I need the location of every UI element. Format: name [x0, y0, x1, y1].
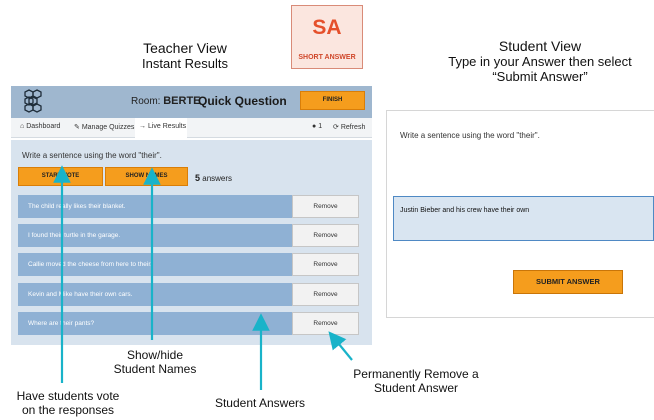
- annotation-remove-line2: Student Answer: [373, 381, 459, 395]
- answer-count-suffix: answers: [202, 174, 233, 183]
- student-view-instruction-1: Type in your Answer then select: [448, 54, 632, 69]
- home-icon: ⌂: [20, 123, 25, 130]
- badge-code: SA: [312, 16, 342, 39]
- student-view-instruction-2: “Submit Answer”: [492, 69, 588, 84]
- remove-button[interactable]: Remove: [292, 195, 359, 218]
- annotation-remove: [336, 367, 496, 395]
- tab-manage-quizzes-label: Manage Quizzes: [81, 124, 135, 131]
- badge-label: SHORT ANSWER: [298, 54, 356, 61]
- remove-button[interactable]: Remove: [292, 224, 359, 247]
- teacher-view-subtitle: Instant Results: [142, 56, 228, 71]
- remove-button[interactable]: Remove: [292, 283, 359, 306]
- refresh-label: Refresh: [340, 124, 366, 131]
- answer-text: Callie moved the cheese from here to their.: [28, 261, 152, 268]
- refresh-icon: ⟳: [333, 124, 339, 131]
- finish-button[interactable]: FINISH: [300, 91, 365, 110]
- connected-users-count: 1: [318, 123, 323, 130]
- room-code: BERTE: [163, 95, 201, 107]
- annotation-vote-line1: Have students vote: [16, 389, 120, 403]
- remove-button[interactable]: Remove: [292, 312, 359, 335]
- remove-arrow: [334, 338, 352, 360]
- annotation-vote-line2: on the responses: [21, 403, 115, 417]
- answer-text: The child really likes their blanket.: [28, 203, 126, 210]
- student-question-prompt: Write a sentence using the word "their".: [400, 131, 540, 140]
- annotation-show-names-line2: Student Names: [113, 362, 197, 376]
- teacher-view-title: Teacher View: [143, 40, 227, 56]
- tab-live-results-label: Live Results: [147, 123, 187, 130]
- quiz-title: Quick Question: [198, 94, 287, 108]
- room-label: Room:: [131, 96, 161, 107]
- answer-text: I found their turtle in the garage.: [28, 232, 121, 239]
- annotation-vote: [3, 389, 133, 417]
- tab-dashboard-label: Dashboard: [26, 123, 61, 130]
- student-view-title: Student View: [498, 38, 582, 54]
- annotation-student-answers: Student Answers: [214, 396, 306, 410]
- answer-count-number: 5: [195, 173, 201, 183]
- remove-button[interactable]: Remove: [292, 253, 359, 276]
- annotation-remove-line1: Permanently Remove a: [353, 367, 479, 381]
- users-icon: ●: [312, 123, 317, 130]
- arrow-right-icon: →: [139, 123, 146, 130]
- show-names-button[interactable]: SHOW NAMES: [105, 167, 188, 186]
- start-vote-button[interactable]: START VOTE: [18, 167, 103, 186]
- wrench-icon: ✎: [74, 124, 80, 131]
- annotation-show-names: [95, 348, 215, 376]
- annotation-show-names-line1: Show/hide: [126, 348, 184, 362]
- answer-text: Where are their pants?: [28, 320, 95, 327]
- student-answer-value: Justin Bieber and his crew have their own: [400, 207, 530, 214]
- answer-text: Kevin and Mike have their own cars.: [28, 291, 133, 298]
- question-prompt: Write a sentence using the word "their".: [22, 151, 162, 160]
- submit-answer-button[interactable]: SUBMIT ANSWER: [513, 270, 623, 294]
